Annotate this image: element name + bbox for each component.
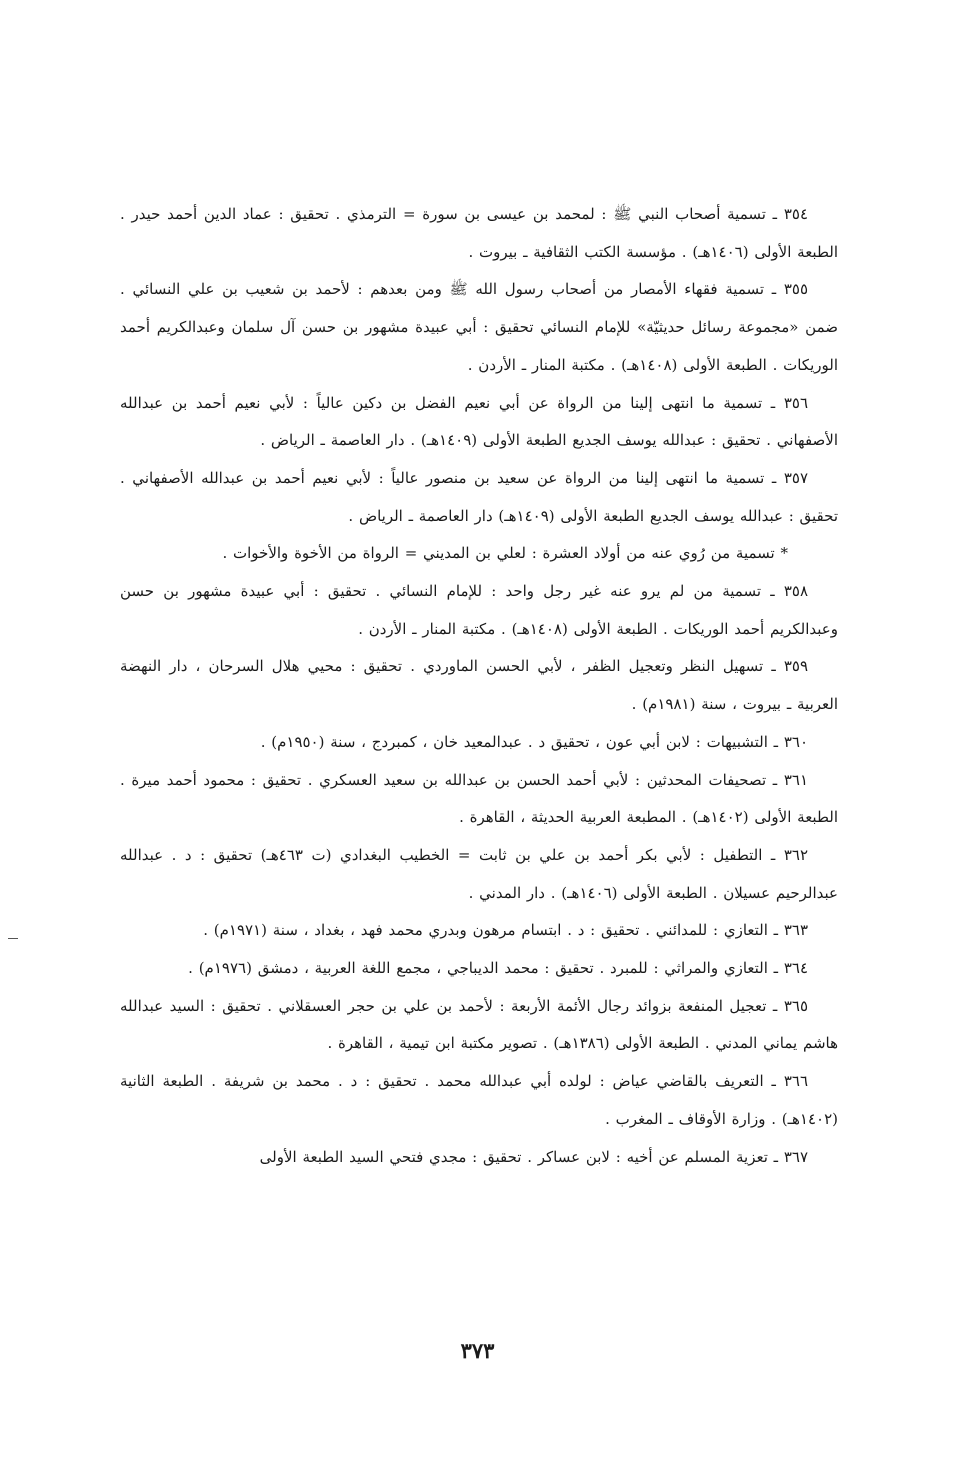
bibliography-entry-367: ٣٦٧ ـ تعزية المسلم عن أخيه : لابن عساكر . تحقيق : مجدي فتحي السيد الطبعة الأولى (259, 1147, 808, 1166)
bibliography-list (120, 196, 838, 1176)
bibliography-entry-357: ٣٥٧ ـ تسمية ما انتهى إلينا من الرواة عن سعيد بن منصور عالياً : لأبي نعيم أحمد بن عبدالله الأصفهاني . تحقيق : عبدالله يوسف الجديع الطبعة الأولى (١٤٠٩هـ) دار العاصمة ـ الرياض . (120, 468, 838, 525)
bibliography-entry-355: ٣٥٥ ـ تسمية فقهاء الأمصار من أصحاب رسول الله ﷺ ومن بعدهم : لأحمد بن شعيب بن علي النسائي . ضمن «مجموعة رسائل حديثيّة» للإمام النسائي تحقيق : أبي عبيدة مشهور بن حسن آل سلمان وعبدالكريم أحمد الوريكات . الطبعة الأولى (١٤٠٨هـ) . مكتبة المنار ـ الأردن . (120, 280, 838, 374)
margin-mark (8, 938, 18, 939)
bibliography-entry-366: ٣٦٦ ـ التعريف بالقاضي عياض : لولده أبي عبدالله محمد . تحقيق : د . محمد بن شريفة . الطبعة الثانية (١٤٠٢هـ) . وزارة الأوقاف ـ المغرب . (120, 1072, 838, 1128)
bibliography-entry-358: ٣٥٨ ـ تسمية من لم يرو عنه غير رجل واحد : للإمام النسائي . تحقيق : أبي عبيدة مشهور بن حسن وعبدالكريم أحمد الوريكات . الطبعة الأولى (١٤٠٨هـ) . مكتبة المنار ـ الأردن . (120, 582, 838, 638)
bibliography-entry-360: ٣٦٠ ـ التشبيهات : لابن أبي عون ، تحقيق د . عبدالمعيد خان ، كمبردج ، سنة (١٩٥٠م) . (260, 732, 808, 751)
bibliography-entry-359: ٣٥٩ ـ تسهيل النظر وتعجيل الظفر ، لأبي الحسن الماوردي . تحقيق : محيي هلال السرحان ، دار النهضة العربية ـ بيروت ، سنة (١٩٨١م) . (120, 657, 838, 714)
bibliography-entry-365: ٣٦٥ ـ تعجيل المنفعة بزوائد رجال الأئمة الأربعة : لأحمد بن علي بن حجر العسقلاني . تحقيق : السيد عبدالله هاشم يماني المدني . الطبعة الأولى (١٣٨٦هـ) . تصوير مكتبة ابن تيمية ، القاهرة . (120, 996, 838, 1053)
page-number: ٣٧٣ (460, 1338, 495, 1363)
bibliography-entry-361: ٣٦١ ـ تصحيفات المحدثين : لأبي أحمد الحسن بن عبدالله بن سعيد العسكري . تحقيق : محمود أحمد ميرة . الطبعة الأولى (١٤٠٢هـ) . المطبعة العربية الحديثة ، القاهرة . (120, 770, 838, 827)
bibliography-entry-356: ٣٥٦ ـ تسمية ما انتهى إلينا من الرواة عن أبي نعيم الفضل بن دكين عالياً : لأبي نعيم أحمد بن عبدالله الأصفهاني . تحقيق : عبدالله يوسف الجديع الطبعة الأولى (١٤٠٩هـ) . دار العاصمة ـ الرياض . (120, 393, 838, 450)
bibliography-entry-362: ٣٦٢ ـ التطفيل : لأبي بكر أحمد بن علي بن ثابت = الخطيب البغدادي (ت ٤٦٣هـ) تحقيق : د . عبدالله عبدالرحيم عسيلان . الطبعة الأولى (١٤٠٦هـ) . دار المدني . (120, 845, 838, 902)
bibliography-entry-363: ٣٦٣ ـ التعازي : للمدائني . تحقيق : د . ابتسام مرهون وبدري محمد فهد ، بغداد ، سنة (١٩٧١م) . (203, 921, 808, 940)
bibliography-cross-reference: * تسمية من رُوي عنه من أولاد العشرة : لعلي بن المديني = الرواة من الأخوة والأخوات . (222, 544, 788, 563)
bibliography-entry-364: ٣٦٤ ـ التعازي والمراثي : للمبرد . تحقيق : محمد الديباجي ، مجمع اللغة العربية ، دمشق (١٩٧٦م) . (188, 959, 808, 978)
bibliography-entry-354: ٣٥٤ ـ تسمية أصحاب النبي ﷺ : لمحمد بن عيسى بن سورة = الترمذي . تحقيق : عماد الدين أحمد حيدر . الطبعة الأولى (١٤٠٦هـ) . مؤسسة الكتب الثقافية ـ بيروت . (120, 205, 838, 261)
